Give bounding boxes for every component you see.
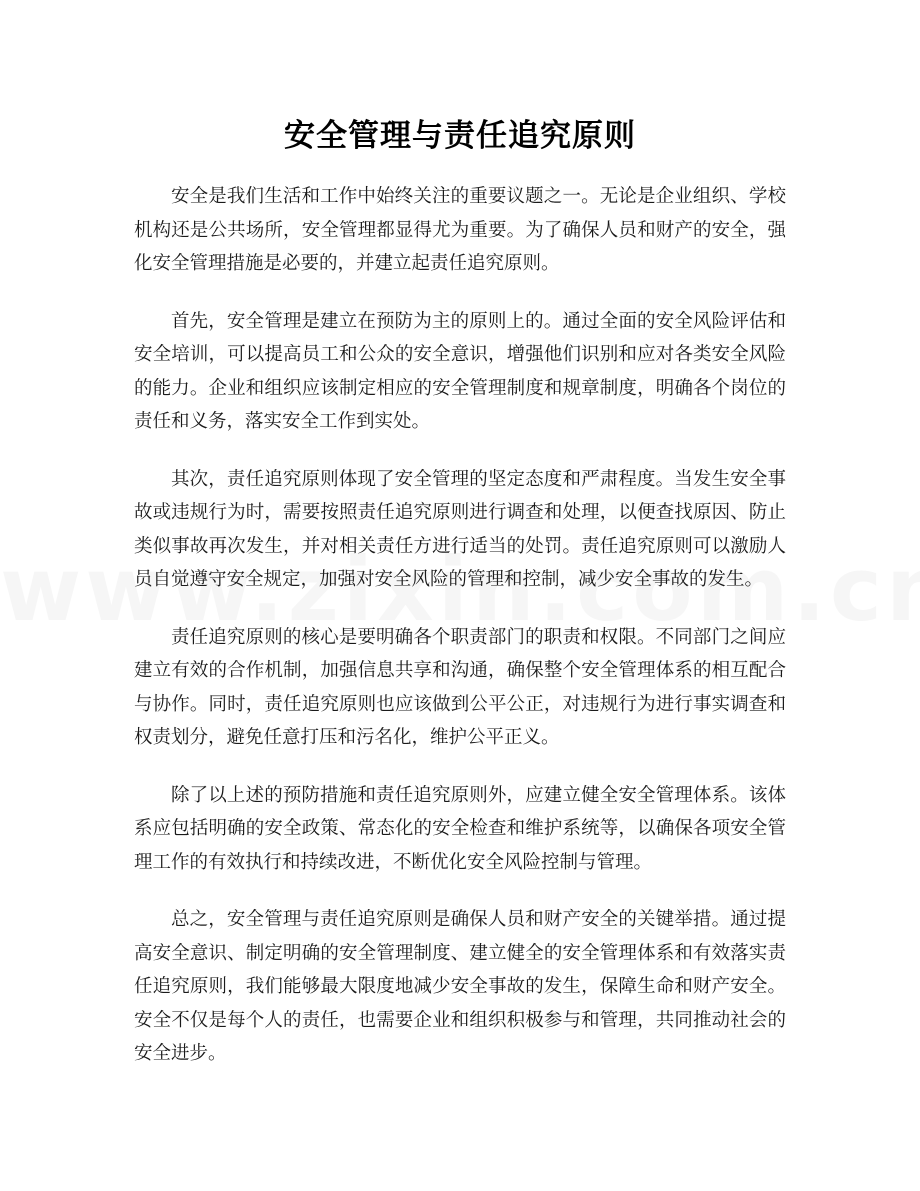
- paragraph-3: 其次，责任追究原则体现了安全管理的坚定态度和严肃程度。当发生安全事故或违规行为时，需要按照责任追究原则进行调查和处理，以便查找原因、防止类似事故再次发生，并对相关责任方进行适当的处罚。责任追究原则可以激励人员自觉遵守安全规定，加强对安全风险的管理和控制，减少安全事故的发生。: [134, 468, 786, 590]
- paragraph-2: 首先，安全管理是建立在预防为主的原则上的。通过全面的安全风险评估和安全培训，可以提高员工和公众的安全意识，增强他们识别和应对各类安全风险的能力。企业和组织应该制定相应的安全管理制度和规章制度，明确各个岗位的责任和义务，落实安全工作到实处。: [134, 310, 786, 432]
- paragraph-4: 责任追究原则的核心是要明确各个职责部门的职责和权限。不同部门之间应建立有效的合作机制，加强信息共享和沟通，确保整个安全管理体系的相互配合与协作。同时，责任追究原则也应该做到公平公正，对违规行为进行事实调查和权责划分，避免任意打压和污名化，维护公平正义。: [134, 626, 786, 748]
- paragraph-1: 安全是我们生活和工作中始终关注的重要议题之一。无论是企业组织、学校机构还是公共场所，安全管理都显得尤为重要。为了确保人员和财产的安全，强化安全管理措施是必要的，并建立起责任追究原则。: [134, 186, 786, 274]
- document-body: [134, 180, 786, 1095]
- paragraph-5: 除了以上述的预防措施和责任追究原则外，应建立健全安全管理体系。该体系应包括明确的安全政策、常态化的安全检查和维护系统等，以确保各项安全管理工作的有效执行和持续改进，不断优化安全风险控制与管理。: [134, 784, 786, 873]
- document-title: 安全管理与责任追究原则: [284, 118, 636, 154]
- paragraph-6: 总之，安全管理与责任追究原则是确保人员和财产安全的关键举措。通过提高安全意识、制定明确的安全管理制度、建立健全的安全管理体系和有效落实责任追究原则，我们能够最大限度地减少安全事故的发生，保障生命和财产安全。安全不仅是每个人的责任，也需要企业和组织积极参与和管理，共同推动社会的安全进步。: [134, 909, 786, 1064]
